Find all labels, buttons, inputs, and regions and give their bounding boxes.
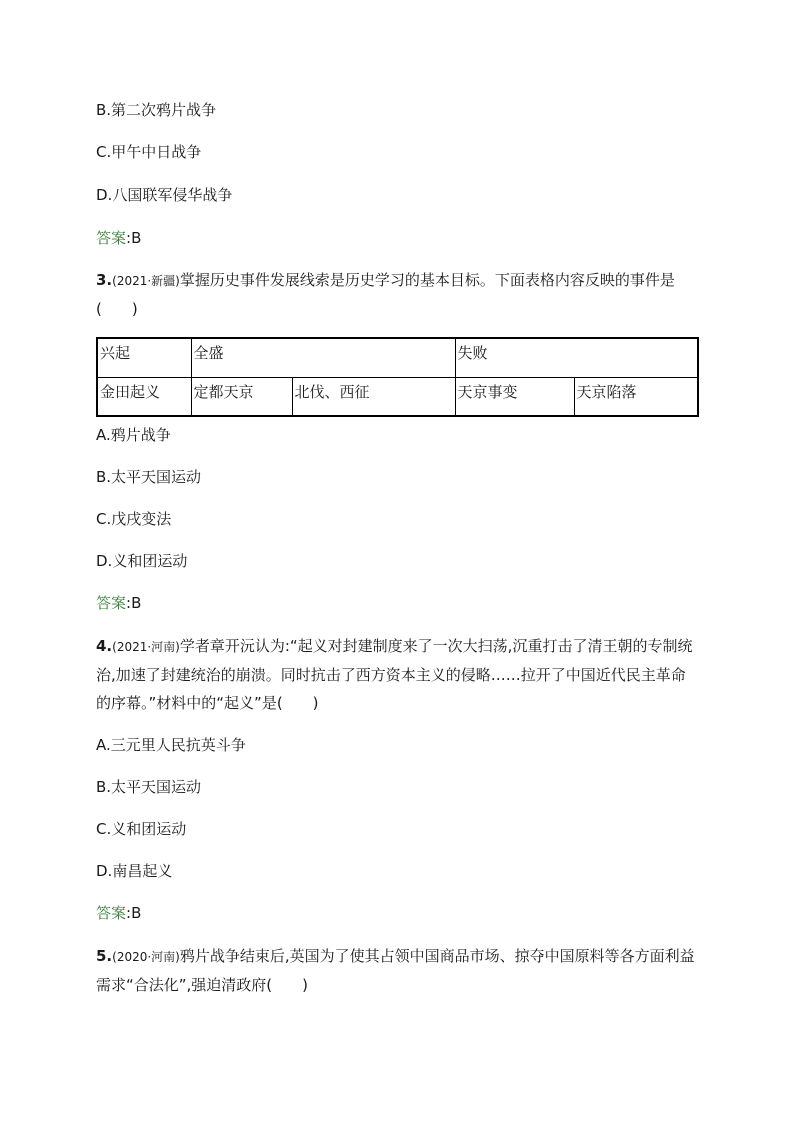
answer-q2 <box>96 228 141 248</box>
question-4 <box>96 632 696 717</box>
question-text: 掌握历史事件发展线索是历史学习的基本目标。下面表格内容反映的事件是( ) <box>96 271 675 318</box>
question-source: (2021·河南) <box>112 640 180 654</box>
question-number: 4. <box>96 637 113 655</box>
option-b-q4: B.太平天国运动 <box>96 778 202 796</box>
question-source: (2020·河南) <box>112 950 180 964</box>
question-text: 学者章开沅认为:“起义对封建制度来了一次大扫荡,沉重打击了清王朝的专制统治,加速了封建统治的崩溃。同时抗击了西方资本主义的侵略……拉开了中国近代民主革命的序幕。”材料中的“起义”是( ) <box>96 637 693 712</box>
answer-q4 <box>96 903 141 923</box>
answer-label: 答案 <box>96 229 127 247</box>
table-row <box>97 338 698 377</box>
option-d-q2: D.八国联军侵华战争 <box>96 186 233 204</box>
option-b-q3: B.太平天国运动 <box>96 468 202 486</box>
question-number: 3. <box>96 271 113 289</box>
answer-value: :B <box>126 904 142 922</box>
option-d-q4: D.南昌起义 <box>96 862 173 880</box>
question-3 <box>96 266 696 323</box>
answer-value: :B <box>126 229 142 247</box>
option-c-q4: C.义和团运动 <box>96 820 187 838</box>
table-cell: 天京事变 <box>455 377 574 416</box>
table-cell: 全盛 <box>191 338 455 377</box>
option-c-q2: C.甲午中日战争 <box>96 143 202 161</box>
table-cell: 金田起义 <box>97 377 191 416</box>
table-cell: 定都天京 <box>191 377 292 416</box>
option-a-q3: A.鸦片战争 <box>96 426 171 444</box>
table-cell: 北伐、西征 <box>292 377 455 416</box>
option-b-q2: B.第二次鸦片战争 <box>96 101 217 119</box>
answer-q3 <box>96 593 141 613</box>
answer-label: 答案 <box>96 594 127 612</box>
table-cell: 兴起 <box>97 338 191 377</box>
question-text: 鸦片战争结束后,英国为了使其占领中国商品市场、掠夺中国原料等各方面利益需求“合法化”,强迫清政府( ) <box>96 947 695 994</box>
table-cell: 天京陷落 <box>574 377 698 416</box>
option-a-q4: A.三元里人民抗英斗争 <box>96 736 246 754</box>
question-5 <box>96 942 696 999</box>
option-c-q3: C.戊戌变法 <box>96 510 172 528</box>
answer-value: :B <box>126 594 142 612</box>
question-source: (2021·新疆) <box>112 274 180 288</box>
option-d-q3: D.义和团运动 <box>96 552 188 570</box>
question-number: 5. <box>96 947 113 965</box>
table-row <box>97 377 698 416</box>
answer-label: 答案 <box>96 904 127 922</box>
table-cell: 失败 <box>455 338 698 377</box>
events-table <box>96 337 699 417</box>
